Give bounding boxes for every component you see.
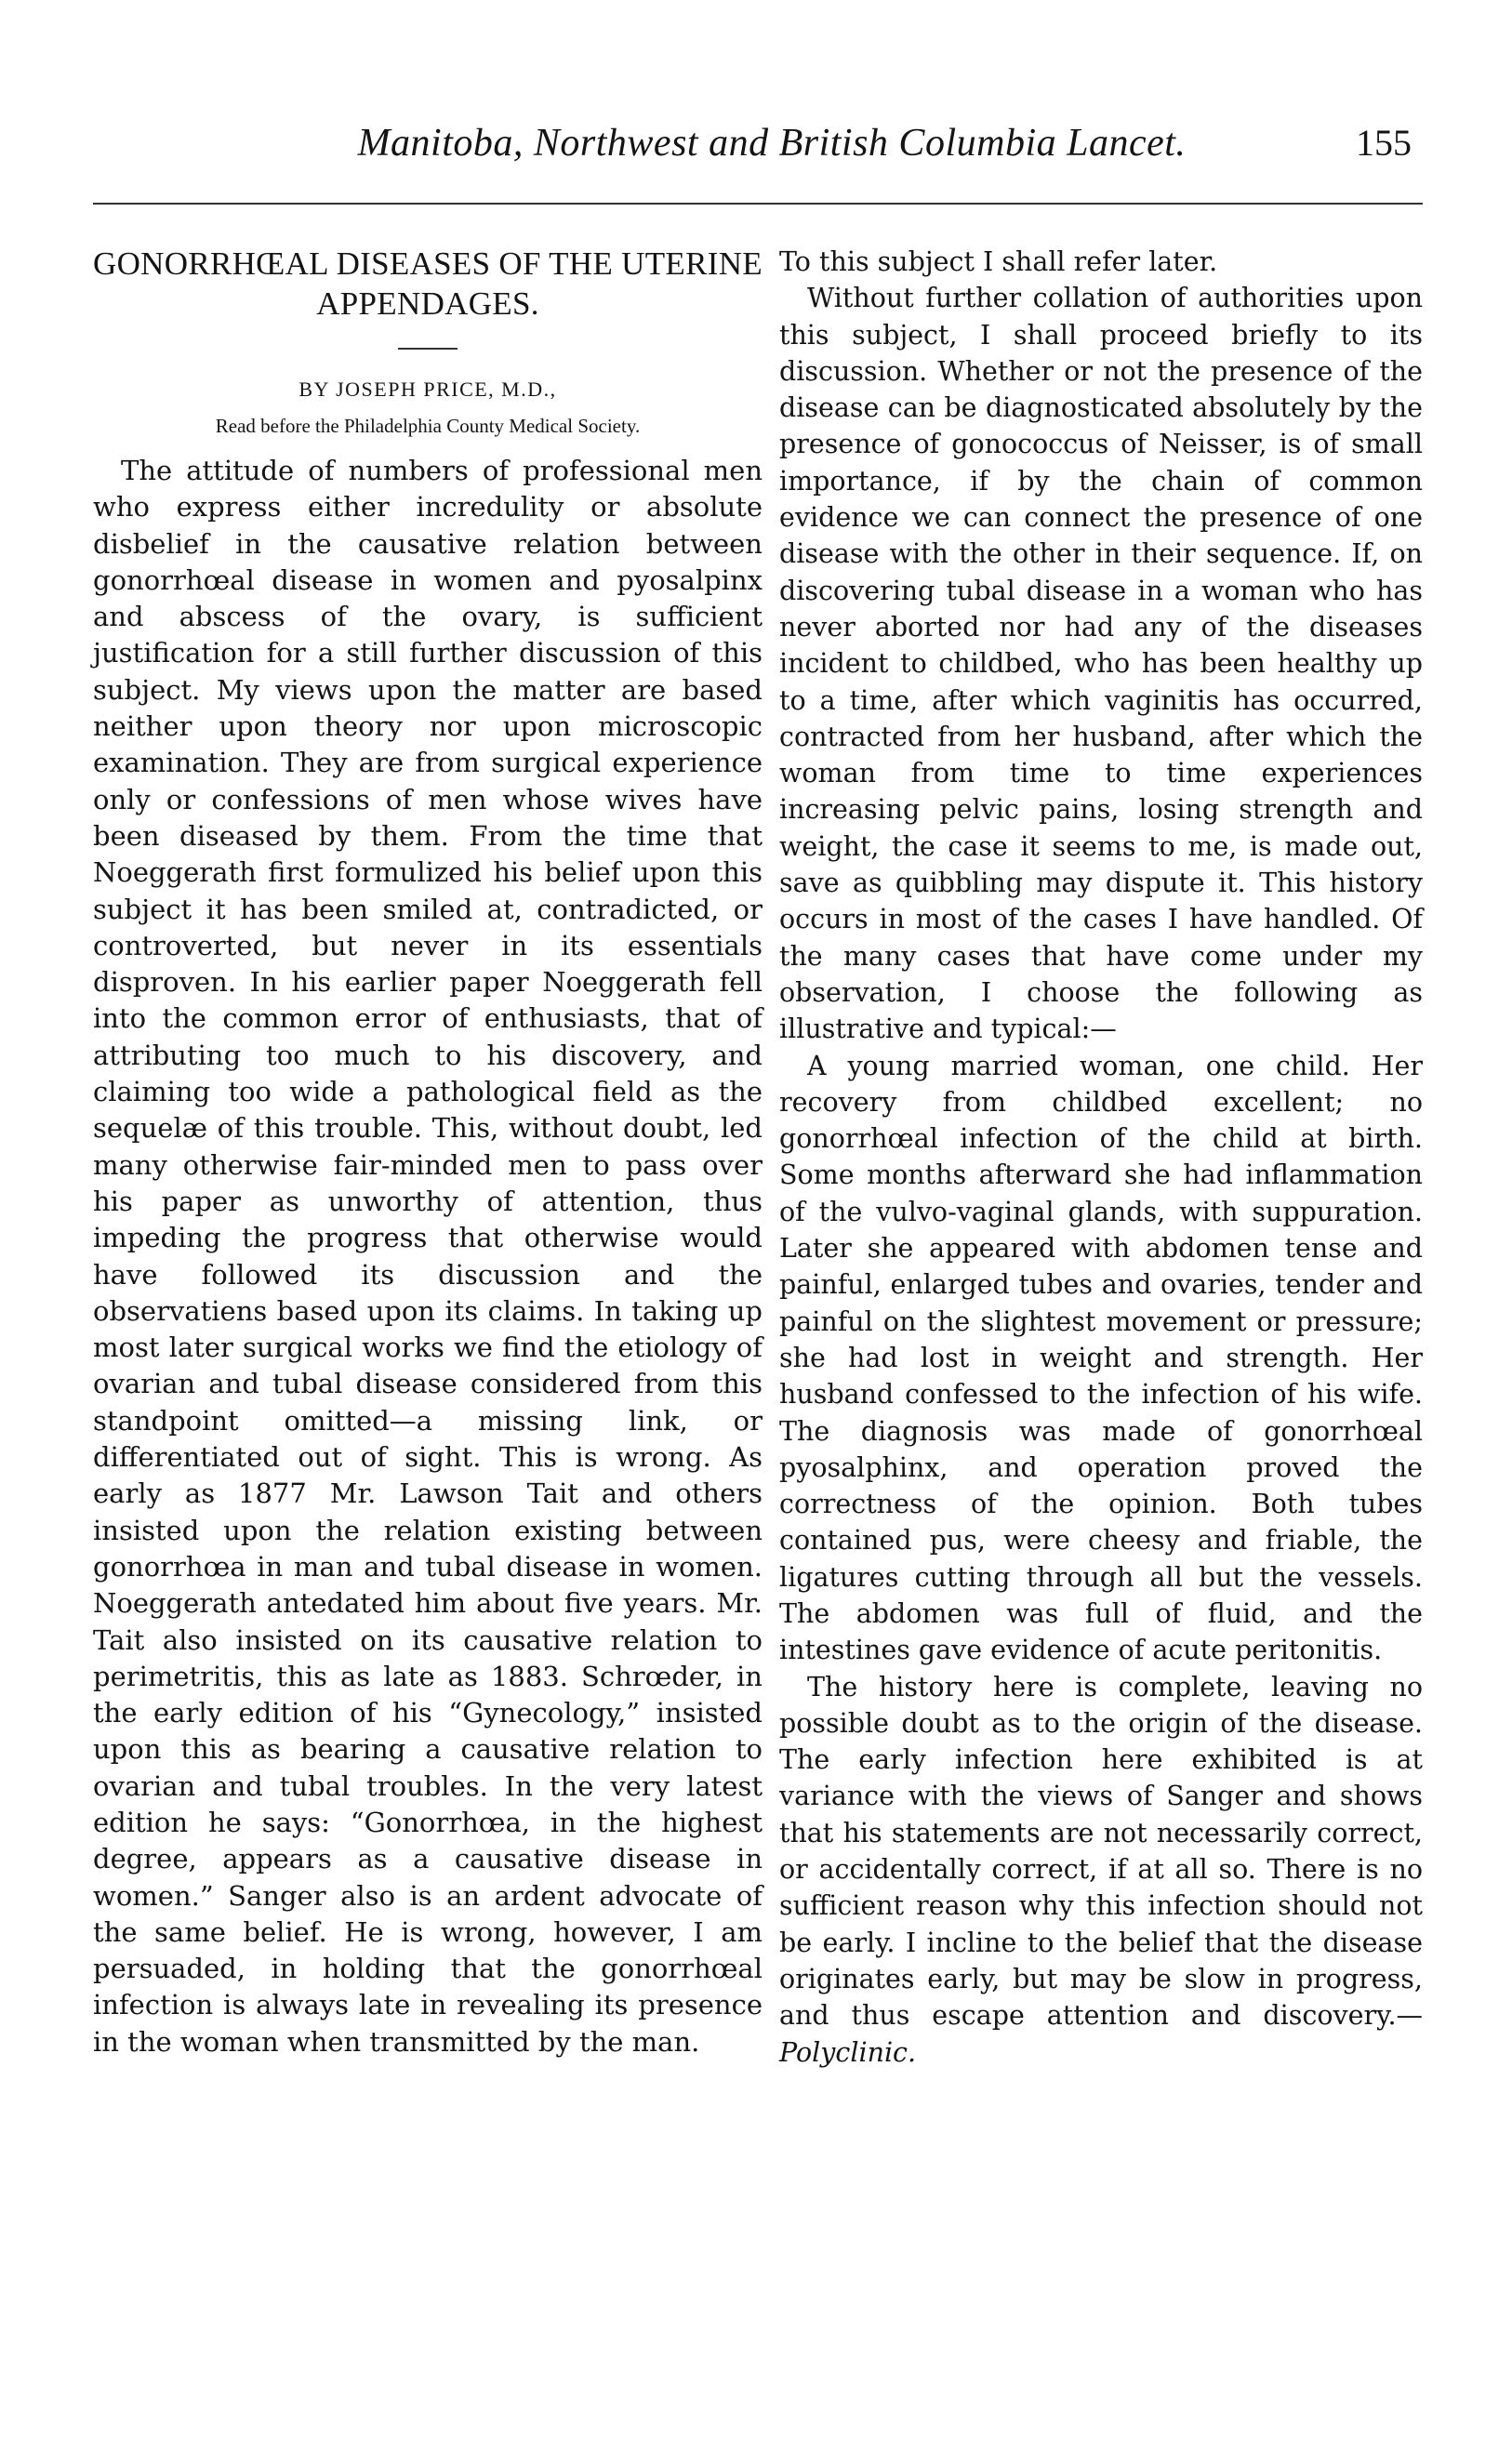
byline: BY JOSEPH PRICE, M.D., bbox=[298, 378, 557, 401]
paragraph-3: Without further collation of authorities upon this subject, I shall proceed briefly to its discussion. Whether or not the presence of the disease can be diagnosticated absolutely by the presence of gonococcus of Neisser, is of small importance, if by the chain of common evidence we can connect the presence of one disease with the other in their sequence. If, on discovering tubal disease in a woman who has never aborted nor had any of the diseases incident to childbed, who has been healthy up to a time, after which vaginitis has occurred, contracted from her husband, after which the woman from time to time experiences increasing pelvic pains, losing strength and weight, the case it seems to me, is made out, save as quibbling may dispute it. This history occurs in most of the cases I have handled. Of the many cases that have come under my observation, I choose the following as illustrative and typical:— bbox=[779, 283, 1423, 1045]
page-number: 155 bbox=[1356, 122, 1412, 164]
body-text-right bbox=[779, 244, 1423, 2071]
paragraph-1: The attitude of numbers of professional men who express either incredulity or absolute disbelief in the causative relation between gonorrhœal disease in women and pyosalpinx and abscess of the ovary, is sufficient justification for a still further discussion of this subject. My views upon the matter are based neither upon theory nor upon microscopic examination. They are from surgical experience only or confessions of men whose wives have been diseased by them. From the time that Noeggerath first formulized his belief upon this subject it has been smiled at, contradicted, or controverted, but never in its essentials disproven. In his earlier paper Noeggerath fell into the common error of enthusiasts, that of attributing too much to his discovery, and claiming too wide a pathological field as the sequelæ of this trouble. This, without doubt, led many otherwise fair-minded men to pass over his paper as unworthy of attention, thus impeding the progress that otherwise would have followed its discussion and the observatiens based upon its claims. In taking up most later surgical works we find the etiology of ovarian and tubal disease considered from this standpoint omitted—a missing link, or differentiated out of sight. This is wrong. As early as 1877 Mr. Lawson Tait and others insisted upon the relation existing between gonorrhœa in man and tubal disease in women. Noeggerath antedated him about five years. Mr. Tait also insisted on its causative relation to perimetritis, this as late as 1883. Schrœder, in the early edition of his “Gynecology,” insisted upon this as bearing a causative relation to ovarian and tubal troubles. In the very latest edition he says: “Gonorrhœa, in the highest degree, appears as a causative disease in women.” Sanger also is an ardent advocate of the same belief. He is wrong, however, I am persuaded, in holding that the gonorrhœal infection is always late in revealing its presence in the woman when transmitted by the man. bbox=[93, 455, 763, 2058]
header-rule bbox=[93, 203, 1423, 205]
title-rule bbox=[398, 348, 458, 350]
right-column bbox=[779, 244, 1423, 2071]
paragraph-5 bbox=[779, 1669, 1423, 2071]
paragraph-5-text: The history here is complete, leaving no possible doubt as to the origin of the disease. The early infection here exhibited is at variance with the views of Sanger and shows that his statements are not necessarily correct, or accidentally correct, if at all so. There is no sufficient reason why this infection should not be early. I incline to the belief that the disease originates early, but may be slow in progress, and thus escape attention and discovery.— bbox=[779, 1671, 1423, 2032]
article-title: GONORRHŒAL DISEASES OF THE UTERINE APPENDAGES. bbox=[93, 245, 763, 322]
paragraph-2: To this subject I shall refer later. bbox=[779, 246, 1218, 277]
source-citation: Polyclinic. bbox=[779, 2036, 917, 2068]
running-head bbox=[93, 119, 1423, 175]
read-before-note: Read before the Philadelphia County Medical Society. bbox=[215, 415, 641, 437]
left-column bbox=[93, 244, 763, 2060]
journal-title: Manitoba, Northwest and British Columbia Lancet. bbox=[357, 122, 1187, 165]
paragraph-4: A young married woman, one child. Her recovery from childbed excellent; no gonorrhœal infection of the child at birth. Some months afterward she had inflammation of the vulvo-vaginal glands, with suppuration. Later she appeared with abdomen tense and painful, enlarged tubes and ovaries, tender and painful on the slightest movement or pressure; she had lost in weight and strength. Her husband confessed to the infection of his wife. The diagnosis was made of gonorrhœal pyosalphinx, and operation proved the correctness of the opinion. Both tubes contained pus, were cheesy and friable, the ligatures cutting through all but the vessels. The abdomen was full of fluid, and the intestines gave evidence of acute peritonitis. bbox=[779, 1050, 1423, 1666]
body-text-left bbox=[93, 453, 763, 2060]
